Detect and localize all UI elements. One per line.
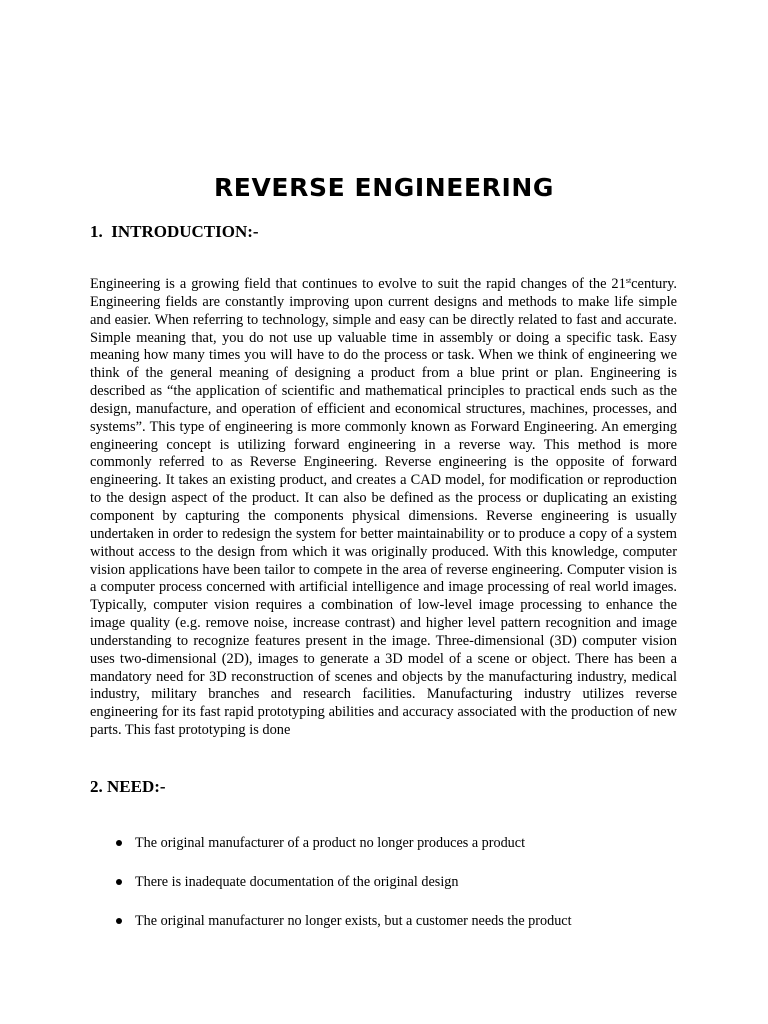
need-bullet-list <box>90 834 690 951</box>
section-heading-label: NEED:- <box>107 777 166 796</box>
section-heading-introduction <box>90 221 259 243</box>
list-item <box>90 873 690 912</box>
bullet-dot-icon <box>116 840 122 846</box>
bullet-text: There is inadequate documentation of the original design <box>135 874 459 890</box>
bullet-text: The original manufacturer no longer exists, but a customer needs the product <box>135 913 572 929</box>
section-number: 2. <box>90 777 103 796</box>
paragraph-text-rest: century. Engineering fields are constantly improving upon current designs and methods to make life simple and easier. When referring to technology, simple and easy can be directly related to fast and accurate. Simple meaning that, you do not use up valuable time in assembly or doing a specific task. Easy meaning how many times you will have to do the process or task. When we think of engineering we think of the general meaning of designing a product from a blue print or plan. Engineering is described as “the application of scientific and mathematical principles to practical ends such as the design, manufacture, and operation of efficient and economical structures, machines, processes, and systems”. This type of engineering is more commonly known as Forward Engineering. An emerging engineering concept is utilizing forward engineering in a reverse way. This method is more commonly referred to as Reverse Engineering. Reverse engineering is the opposite of forward engineering. It takes an existing product, and creates a CAD model, for modification or reproduction to the design aspect of the product. It can also be defined as the process or duplicating an existing component by capturing the components physical dimensions. Reverse engineering is usually undertaken in order to redesign the system for better maintainability or to produce a copy of a system without access to the design from which it was originally produced. With this knowledge, computer vision applications have been tailor to compete in the area of reverse engineering. Computer vision is a computer process concerned with artificial intelligence and image processing of real world images. Typically, computer vision requires a combination of low-level image processing to enhance the image quality (e.g. remove noise, increase contrast) and higher level pattern recognition and image understanding to recognize features present in the image. Three-dimensional (3D) computer vision uses two-dimensional (2D), images to generate a 3D model of a scene or object. There has been a mandatory need for 3D reconstruction of scenes and objects by the manufacturing industry, medical industry, military branches and research facilities. Manufacturing industry utilizes reverse engineering for its fast rapid prototyping abilities and accuracy associated with the production of new parts. This fast prototyping is done <box>90 276 677 739</box>
bullet-text: The original manufacturer of a product no longer produces a product <box>135 835 526 851</box>
list-item <box>90 912 690 951</box>
introduction-paragraph <box>90 276 677 740</box>
list-item <box>90 834 690 873</box>
bullet-dot-icon <box>116 879 122 885</box>
document-title: REVERSE ENGINEERING <box>213 173 555 202</box>
section-heading-need <box>90 776 166 798</box>
paragraph-text-start: Engineering is a growing field that continues to evolve to suit the rapid changes of the 21 <box>90 276 626 292</box>
section-number: 1. <box>90 222 103 241</box>
bullet-dot-icon <box>116 918 122 924</box>
section-heading-label: INTRODUCTION:- <box>111 222 259 241</box>
ordinal-superscript: st <box>625 276 632 285</box>
